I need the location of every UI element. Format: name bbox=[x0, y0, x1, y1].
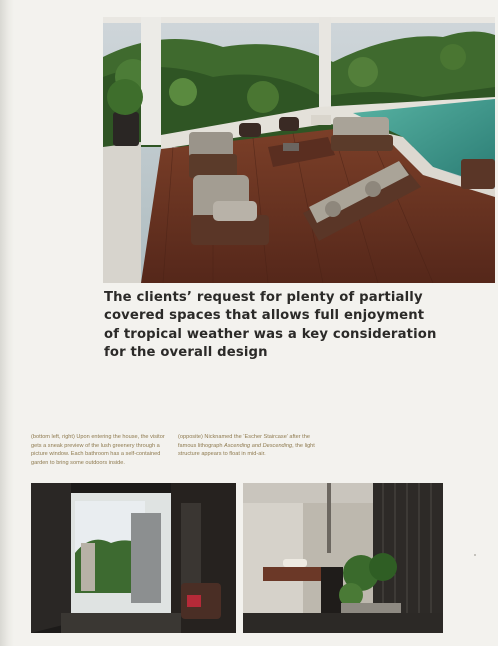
entrance-photo bbox=[31, 483, 236, 633]
caption-opposite-text-1: (opposite) Nicknamed the ‘Escher Staircase’ after the famous lithograph bbox=[178, 434, 310, 449]
caption-bottom-photos: (bottom left, right) Upon entering the house, the visitor gets a sneak preview of the lush greenery through a picture window. Each bathroom has a self-contained garden to bring some outdoors inside. bbox=[31, 434, 165, 466]
bathroom-photo bbox=[243, 483, 443, 633]
margin-mark bbox=[474, 554, 476, 556]
caption-opposite-text-2: , the light structure appears to float in mid-air. bbox=[178, 442, 315, 458]
caption-opposite-artwork-title: Ascending and Descending bbox=[224, 442, 293, 449]
headline: The clients’ request for plenty of partially covered spaces that allows full enjoyment of tropical weather was a key consideration for the overall design bbox=[104, 290, 437, 360]
page-gutter-shadow bbox=[0, 0, 14, 646]
caption-opposite-page bbox=[178, 433, 318, 459]
terrace-photo bbox=[103, 17, 495, 283]
